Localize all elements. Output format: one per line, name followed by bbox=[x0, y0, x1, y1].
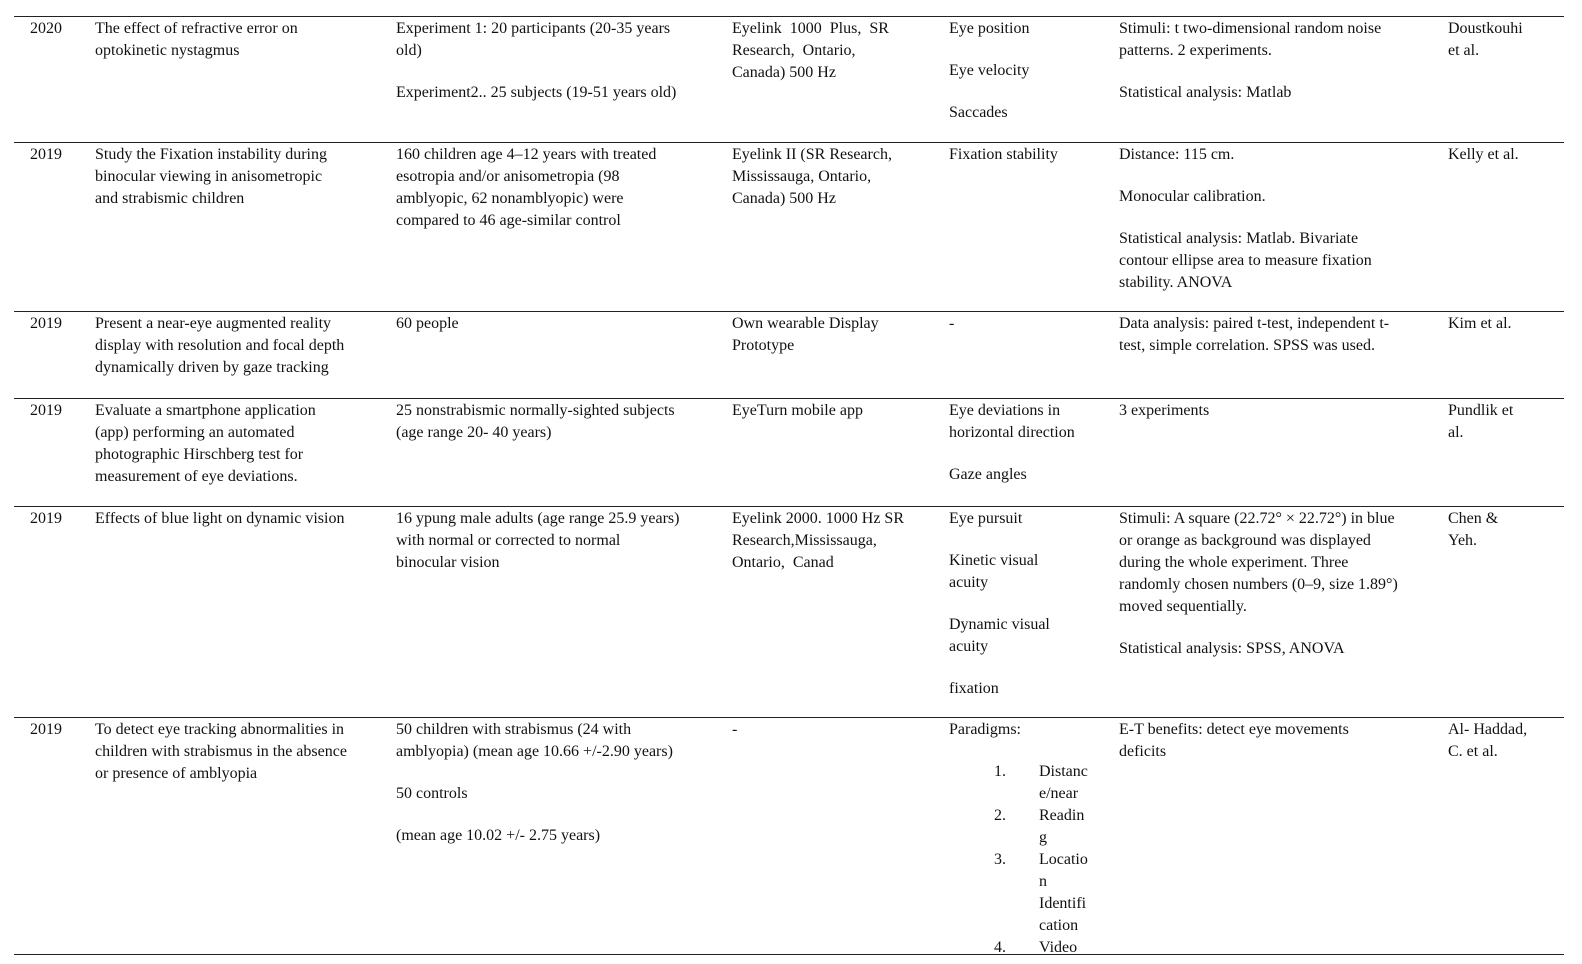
paradigm-item: 4. Video bbox=[994, 939, 1078, 956]
author-cell: Pundlik et al. bbox=[1448, 402, 1514, 441]
author-cell: Doustkouhi et al. bbox=[1448, 20, 1523, 59]
paradigm-item: 2. Readin bbox=[994, 807, 1085, 824]
measures-cell: Eye position Eye velocity Saccades bbox=[949, 20, 1030, 121]
author-cell: Chen & Yeh. bbox=[1448, 510, 1499, 549]
aim-cell: Present a near-eye augmented reality display with resolution and focal depth dynamically driven by gaze tracking bbox=[95, 315, 345, 376]
aim-cell: Evaluate a smartphone application (app) performing an automated photographic Hirschberg test for measurement of eye deviations. bbox=[95, 402, 316, 485]
device-cell: Own wearable Display Prototype bbox=[732, 315, 879, 354]
year-cell: 2019 bbox=[30, 721, 62, 738]
aim-cell: Study the Fixation instability during binocular viewing in anisometropic and strabismic children bbox=[95, 146, 327, 207]
device-cell: Eyelink 1000 Plus, SR Research, Ontario, Canada) 500 Hz bbox=[732, 20, 889, 81]
notes-cell: Stimuli: t two-dimensional random noise patterns. 2 experiments. Statistical analysis: Matlab bbox=[1119, 20, 1382, 101]
measures-cell: Eye pursuit Kinetic visual acuity Dynamic visual acuity fixation bbox=[949, 510, 1050, 697]
participants-cell: 60 people bbox=[396, 315, 459, 332]
table-row bbox=[14, 16, 1564, 142]
device-cell: - bbox=[732, 721, 738, 738]
measures-cell: Paradigms: 1. Distanc e/near 2. Readin g 3. Locatio n Identifi cation 4. Video bbox=[949, 719, 1109, 959]
notes-cell: Distance: 115 cm. Monocular calibration. Statistical analysis: Matlab. Bivariate contour ellipse area to measure fixation stability. ANOVA bbox=[1119, 146, 1372, 291]
paradigms-heading: Paradigms: bbox=[949, 721, 1021, 738]
aim-cell: To detect eye tracking abnormalities in children with strabismus in the absence or presence of amblyopia bbox=[95, 721, 347, 782]
studies-table bbox=[14, 16, 1564, 955]
year-cell: 2019 bbox=[30, 402, 62, 419]
participants-cell: 160 children age 4–12 years with treated esotropia and/or anisometropia (98 amblyopic, 62 nonamblyopic) were compared to 46 age-similar control bbox=[396, 146, 657, 229]
paradigm-item: 1. Distanc bbox=[994, 763, 1088, 780]
table-row bbox=[14, 506, 1564, 717]
paradigm-item: 3. Locatio bbox=[994, 851, 1088, 868]
year-cell: 2020 bbox=[30, 20, 62, 37]
notes-cell: E-T benefits: detect eye movements deficits bbox=[1119, 721, 1349, 760]
author-cell: Kelly et al. bbox=[1448, 146, 1519, 163]
author-cell: Kim et al. bbox=[1448, 315, 1512, 332]
participants-cell: 50 children with strabismus (24 with amblyopia) (mean age 10.66 +/-2.90 years) 50 controls (mean age 10.02 +/- 2.75 years) bbox=[396, 721, 673, 844]
notes-cell: Stimuli: A square (22.72° × 22.72°) in blue or orange as background was displayed during the whole experiment. Three randomly chosen numbers (0–9, size 1.89°) moved sequentially. Statistical analysis: SPSS, ANOVA bbox=[1119, 510, 1398, 657]
measures-cell: - bbox=[949, 315, 955, 332]
notes-cell: 3 experiments bbox=[1119, 402, 1210, 419]
aim-cell: Effects of blue light on dynamic vision bbox=[95, 510, 345, 527]
author-cell: Al- Haddad, C. et al. bbox=[1448, 721, 1528, 760]
aim-cell: The effect of refractive error on optokinetic nystagmus bbox=[95, 20, 298, 59]
participants-cell: 25 nonstrabismic normally-sighted subjects (age range 20- 40 years) bbox=[396, 402, 675, 441]
device-cell: Eyelink II (SR Research, Mississauga, Ontario, Canada) 500 Hz bbox=[732, 146, 892, 207]
device-cell: Eyelink 2000. 1000 Hz SR Research,Mississauga, Ontario, Canad bbox=[732, 510, 904, 571]
year-cell: 2019 bbox=[30, 315, 62, 332]
notes-cell: Data analysis: paired t-test, independent t- test, simple correlation. SPSS was used. bbox=[1119, 315, 1390, 354]
device-cell: EyeTurn mobile app bbox=[732, 402, 863, 419]
measures-cell: Fixation stability bbox=[949, 146, 1058, 163]
year-cell: 2019 bbox=[30, 146, 62, 163]
table-row bbox=[14, 398, 1564, 506]
table-row bbox=[14, 717, 1564, 955]
measures-cell: Eye deviations in horizontal direction Gaze angles bbox=[949, 402, 1075, 483]
table-row bbox=[14, 142, 1564, 311]
year-cell: 2019 bbox=[30, 510, 62, 527]
table-row bbox=[14, 311, 1564, 398]
participants-cell: Experiment 1: 20 participants (20-35 years old) Experiment2.. 25 subjects (19-51 years old) bbox=[396, 20, 677, 101]
participants-cell: 16 ypung male adults (age range 25.9 years) with normal or corrected to normal binocular vision bbox=[396, 510, 680, 571]
